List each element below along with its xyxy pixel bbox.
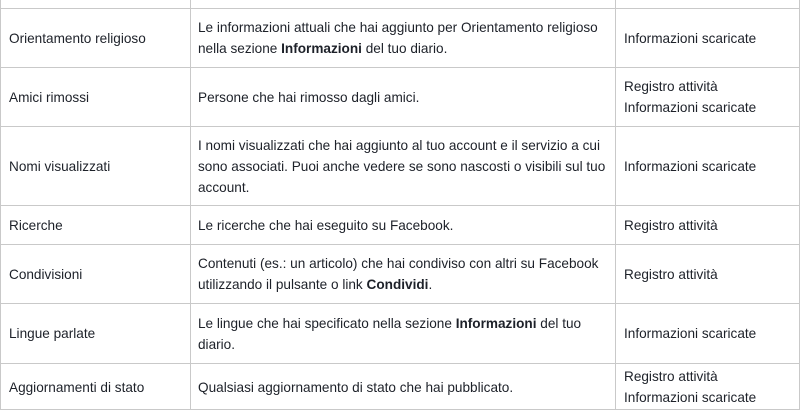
source-cell	[616, 0, 800, 8]
source-cell	[616, 304, 800, 363]
table-row	[0, 206, 800, 245]
description-cell	[191, 304, 616, 363]
description-cell	[191, 206, 616, 244]
description-text	[198, 17, 607, 59]
table-row	[0, 9, 800, 68]
source-label: Registro attività	[624, 79, 718, 94]
category-label: Aggiornamenti di stato	[9, 380, 145, 395]
category-cell	[0, 245, 191, 303]
source-label: Registro attività	[624, 369, 718, 384]
category-cell	[0, 68, 191, 126]
table-row	[0, 245, 800, 304]
source-label: Informazioni scaricate	[624, 30, 757, 46]
description-cell	[191, 0, 616, 8]
category-label: Nomi visualizzati	[9, 158, 111, 174]
source-cell	[616, 9, 800, 67]
category-cell	[0, 304, 191, 363]
category-cell	[0, 9, 191, 67]
source-label: Informazioni scaricate	[624, 390, 757, 405]
table-row	[0, 127, 800, 206]
description-cell	[191, 245, 616, 303]
table-row	[0, 364, 800, 410]
category-cell	[0, 364, 191, 409]
description-fragment: Persone che hai rimosso dagli amici.	[198, 89, 420, 105]
description-bold-term: Informazioni	[281, 41, 362, 56]
source-label: Registro attività	[624, 266, 718, 282]
description-fragment: Le informazioni attuali che hai aggiunto per Orientamento religioso nella sezione	[198, 20, 598, 56]
category-label: Ricerche	[9, 217, 63, 233]
source-label: Registro attività	[624, 217, 718, 233]
source-label: Informazioni scaricate	[624, 100, 757, 115]
category-cell	[0, 206, 191, 244]
description-bold-term: Condividi	[366, 277, 429, 292]
source-list	[624, 156, 756, 177]
description-cell	[191, 127, 616, 205]
category-label: Condivisioni	[9, 266, 83, 282]
description-cell	[191, 364, 616, 409]
source-list	[624, 28, 756, 49]
description-fragment: Contenuti (es.: un articolo) che hai condiviso con altri su Facebook utilizzando il pulsante o link	[198, 256, 599, 292]
description-text	[198, 377, 513, 398]
description-text	[198, 135, 607, 198]
description-fragment: Le lingue che hai specificato nella sezione	[198, 315, 456, 331]
category-label: Lingue parlate	[9, 326, 96, 341]
source-cell	[616, 68, 800, 126]
source-cell	[616, 245, 800, 303]
source-label: Informazioni scaricate	[624, 158, 757, 174]
category-cell	[0, 0, 191, 8]
source-list	[624, 264, 718, 285]
category-label: Amici rimossi	[9, 89, 90, 105]
description-fragment: I nomi visualizzati che hai aggiunto al tuo account e il servizio a cui sono associati. Puoi anche vedere se sono nascosti o visibili sul tuo account.	[198, 137, 606, 195]
description-cell	[191, 68, 616, 126]
category-label: Orientamento religioso	[9, 30, 146, 46]
source-cell	[616, 206, 800, 244]
source-list	[624, 76, 756, 118]
description-fragment: Le ricerche che hai eseguito su Facebook.	[198, 217, 454, 233]
description-bold-term: Informazioni	[455, 315, 537, 331]
table-row	[0, 68, 800, 127]
description-text	[198, 313, 607, 355]
table-row-partial	[0, 0, 800, 9]
description-cell	[191, 9, 616, 67]
source-label: Informazioni scaricate	[624, 326, 757, 341]
source-cell	[616, 364, 800, 409]
description-text	[198, 253, 607, 295]
table-row	[0, 304, 800, 364]
description-fragment: .	[428, 277, 433, 292]
description-text	[198, 215, 453, 236]
source-list	[624, 323, 756, 344]
source-list	[624, 366, 756, 408]
description-text	[198, 87, 419, 108]
description-fragment: del tuo diario.	[361, 41, 448, 56]
source-cell	[616, 127, 800, 205]
source-list	[624, 215, 718, 236]
description-fragment: del tuo diario.	[198, 315, 582, 352]
description-fragment: Qualsiasi aggiornamento di stato che hai pubblicato.	[198, 380, 514, 395]
category-cell	[0, 127, 191, 205]
